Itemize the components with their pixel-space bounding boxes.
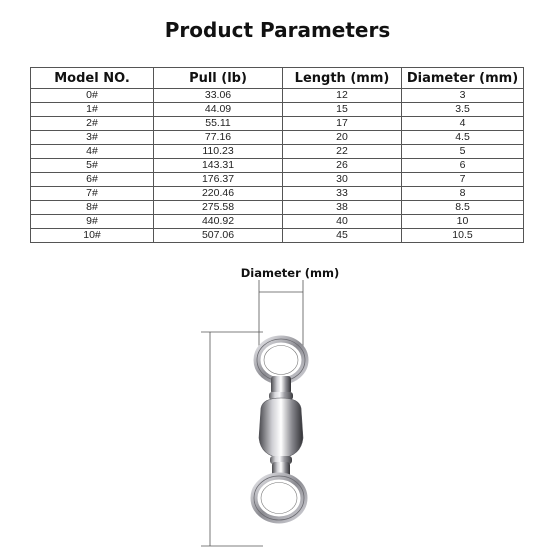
cell-pull: 220.46 [154,187,283,201]
cell-length: 40 [283,215,402,229]
cell-length: 45 [283,229,402,243]
cell-pull: 44.09 [154,103,283,117]
cell-model-no: 3# [31,131,154,145]
cell-diameter: 5 [402,145,524,159]
cell-diameter: 4 [402,117,524,131]
cell-diameter: 3 [402,89,524,103]
swivel-product-image [183,280,373,548]
cell-length: 33 [283,187,402,201]
table-row [31,103,524,117]
cell-model-no: 8# [31,201,154,215]
cell-length: 38 [283,201,402,215]
cell-pull: 77.16 [154,131,283,145]
cell-model-no: 0# [31,89,154,103]
cell-diameter: 3.5 [402,103,524,117]
cell-diameter: 8 [402,187,524,201]
cell-length: 26 [283,159,402,173]
cell-length: 15 [283,103,402,117]
cell-length: 22 [283,145,402,159]
cell-pull: 275.58 [154,201,283,215]
barrel-body [259,398,303,458]
cell-length: 20 [283,131,402,145]
cell-model-no: 10# [31,229,154,243]
cell-diameter: 10.5 [402,229,524,243]
cell-pull: 176.37 [154,173,283,187]
table-row [31,201,524,215]
table-row [31,131,524,145]
top-neck [271,376,291,394]
cell-length: 30 [283,173,402,187]
table-row [31,229,524,243]
diameter-label: Diameter (mm) [240,266,340,280]
page-title: Product Parameters [164,18,391,42]
cell-model-no: 9# [31,215,154,229]
table-row [31,215,524,229]
header-diameter: Diameter (mm) [402,68,524,89]
cell-model-no: 1# [31,103,154,117]
table-row [31,117,524,131]
header-length: Length (mm) [283,68,402,89]
parameters-table [30,67,524,243]
cell-diameter: 4.5 [402,131,524,145]
cell-diameter: 8.5 [402,201,524,215]
cell-diameter: 10 [402,215,524,229]
cell-pull: 110.23 [154,145,283,159]
table-row [31,187,524,201]
cell-model-no: 4# [31,145,154,159]
cell-diameter: 6 [402,159,524,173]
header-pull: Pull (lb) [154,68,283,89]
cell-pull: 507.06 [154,229,283,243]
cell-model-no: 7# [31,187,154,201]
cell-pull: 143.31 [154,159,283,173]
cell-model-no: 2# [31,117,154,131]
header-model-no: Model NO. [31,68,154,89]
cell-pull: 55.11 [154,117,283,131]
table-header-row [31,68,524,89]
table-body [31,89,524,243]
table-row [31,159,524,173]
cell-diameter: 7 [402,173,524,187]
cell-pull: 440.92 [154,215,283,229]
cell-length: 17 [283,117,402,131]
table-row [31,89,524,103]
cell-length: 12 [283,89,402,103]
table-row [31,173,524,187]
cell-pull: 33.06 [154,89,283,103]
cell-model-no: 5# [31,159,154,173]
table-row [31,145,524,159]
cell-model-no: 6# [31,173,154,187]
